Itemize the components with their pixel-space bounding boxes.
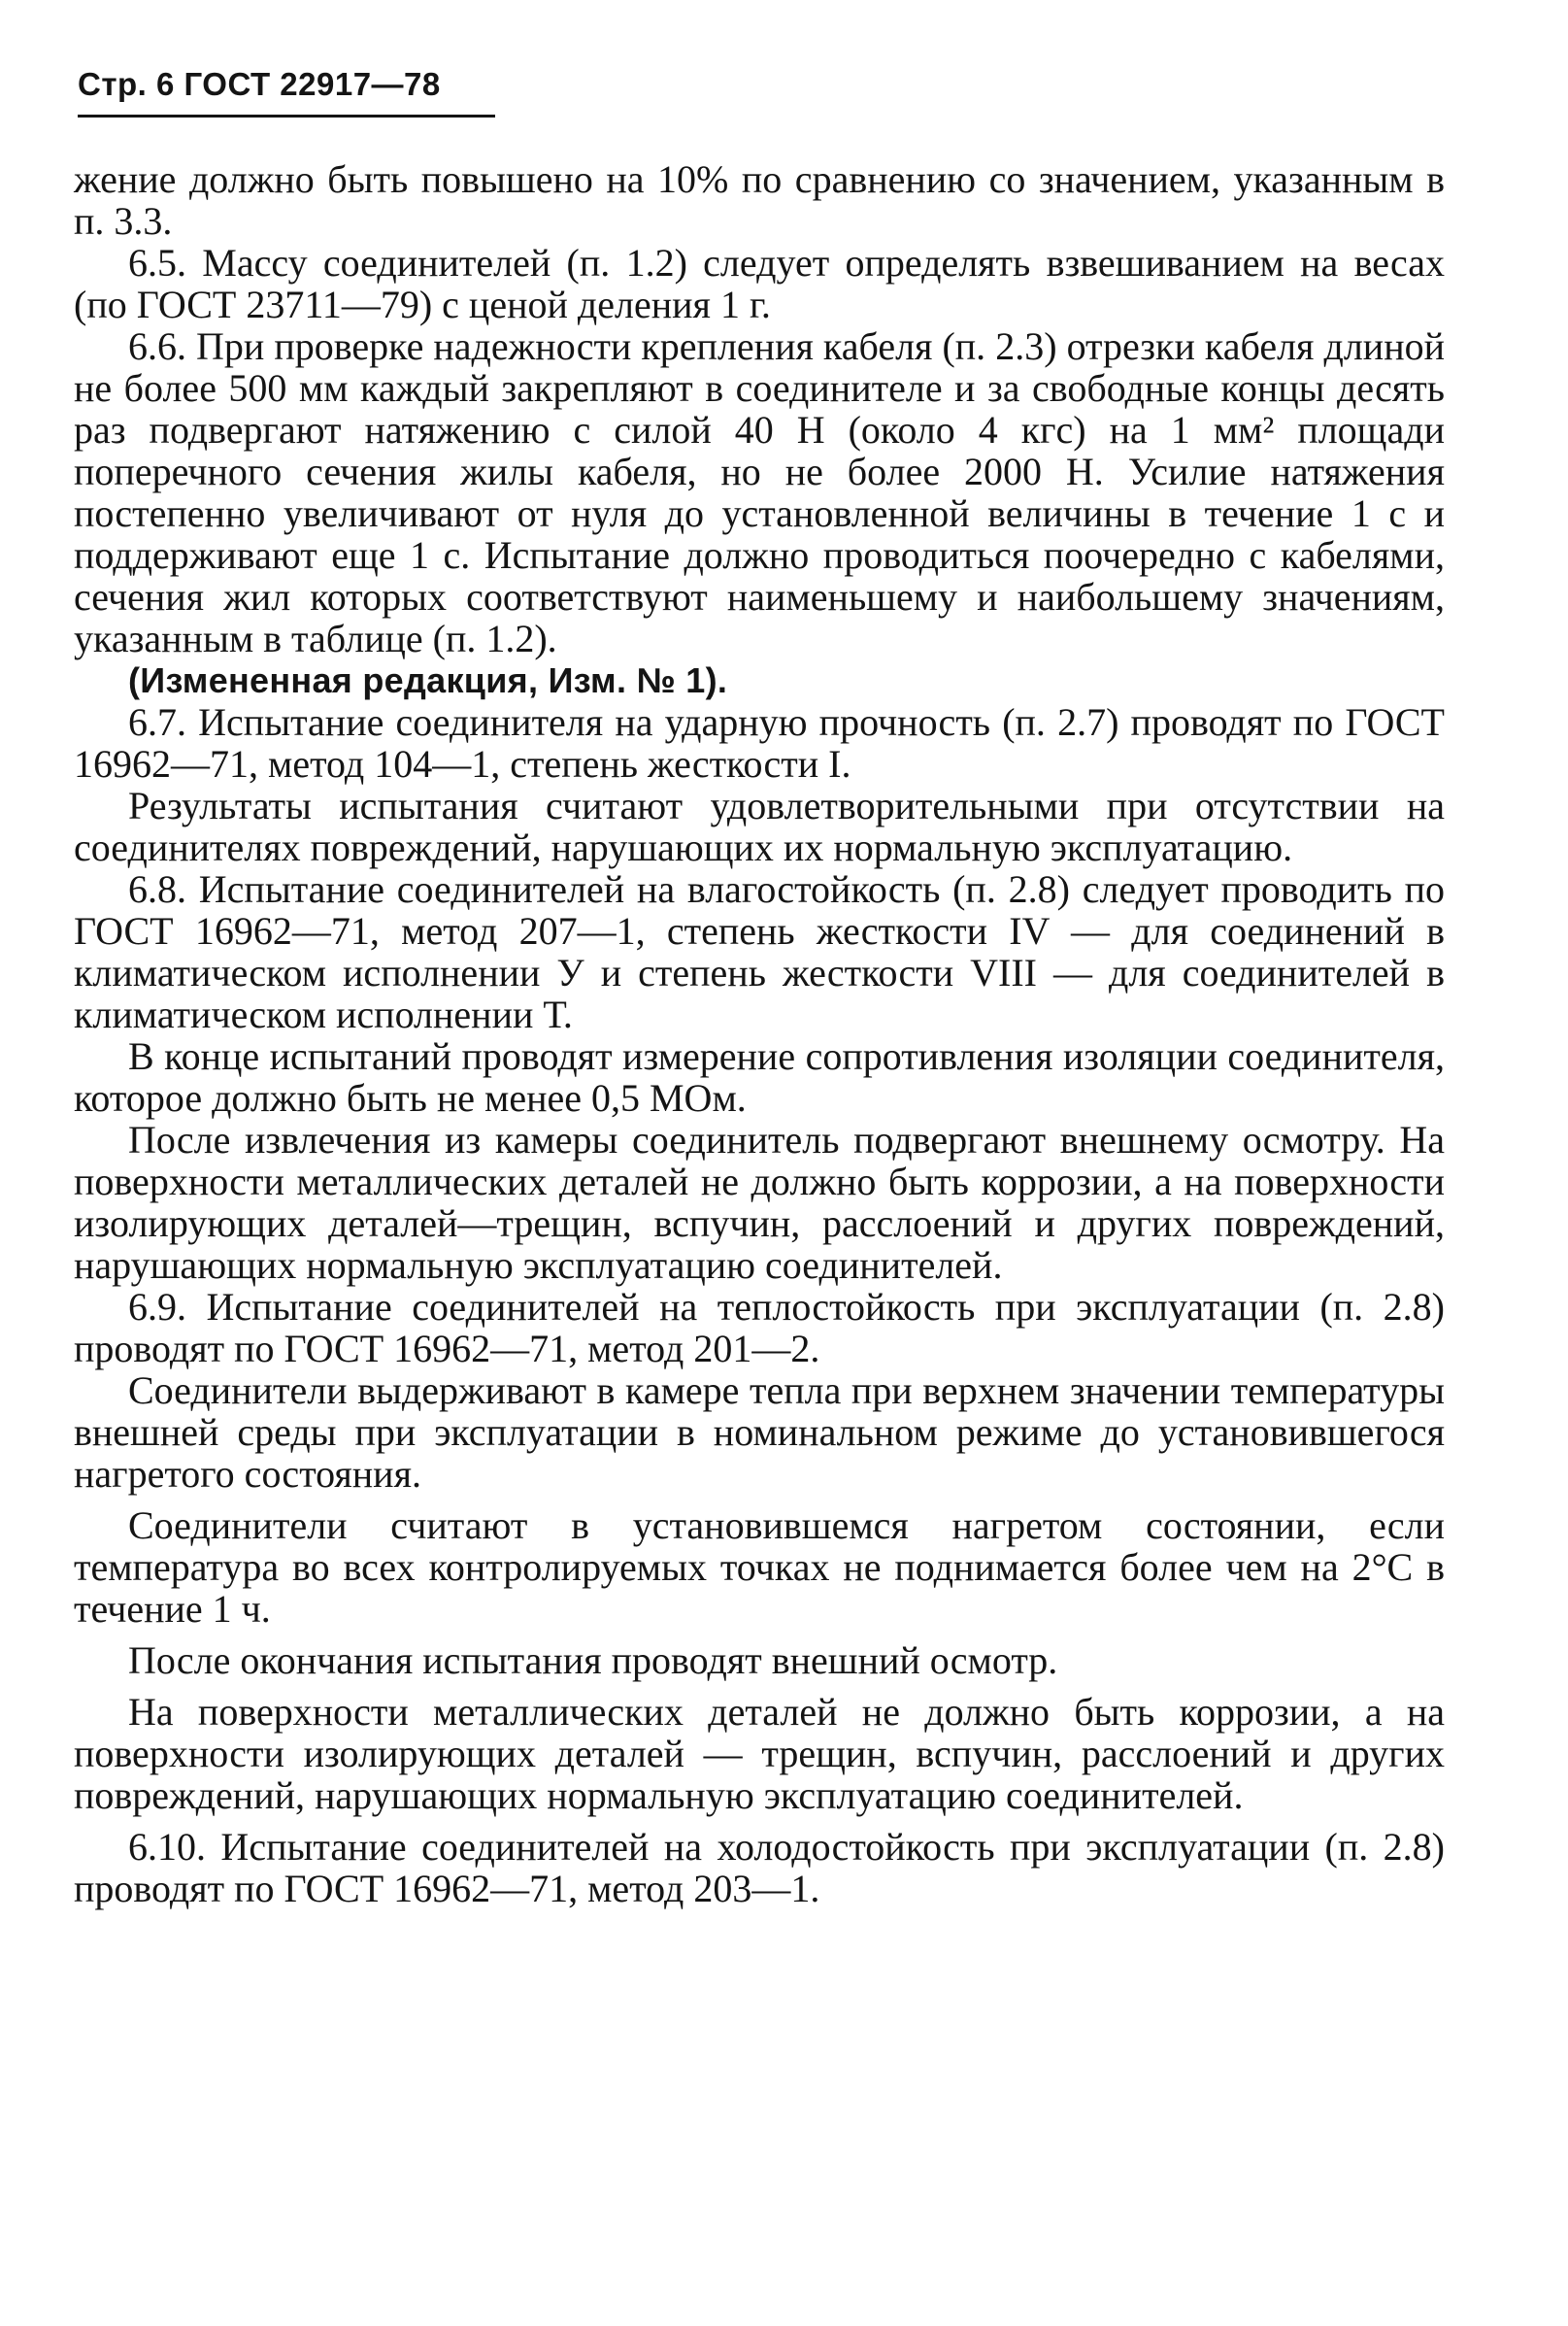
paragraph-6-9-inspection: После окончания испытания проводят внешний осмотр. [128,1638,1058,1682]
paragraph-6-10: 6.10. Испытание соединителей на холодостойкость при эксплуатации (п. 2.8) проводят по ГОСТ 16962—71, метод 203—1. [74,1825,1445,1910]
header-divider [78,115,495,118]
page-header: Стр. 6 ГОСТ 22917—78 [78,66,441,102]
paragraph-6-7-results: Результаты испытания считают удовлетворительными при отсутствии на соединителях повреждений, нарушающих их нормальную эксплуатацию. [74,784,1445,869]
paragraph-6-9-steady-state: Соединители считают в установившемся нагретом состоянии, если температура во всех контролируемых точках не поднимается более чем на 2°С в течение 1 ч. [74,1503,1445,1631]
paragraph-6-9: 6.9. Испытание соединителей на теплостойкость при эксплуатации (п. 2.8) проводят по ГОСТ 16962—71, метод 201—2. [74,1285,1445,1370]
paragraph-6-8: 6.8. Испытание соединителей на влагостойкость (п. 2.8) следует проводить по ГОСТ 16962—71, метод 207—1, степень жесткости IV — для соединений в климатическом исполнении У и степень жесткости VIII — для соединителей в климатическом исполнении Т. [74,867,1445,1036]
paragraph-6-5: 6.5. Массу соединителей (п. 1.2) следует определять взвешиванием на весах (по ГОСТ 23711—79) с ценой деления 1 г. [74,241,1445,326]
paragraph-6-6: 6.6. При проверке надежности крепления кабеля (п. 2.3) отрезки кабеля длиной не более 500 мм каждый закрепляют в соединителе и за свободные концы десять раз подвергают натяжению с силой 40 Н (около 4 кгс) на 1 мм² площади поперечного сечения жилы кабеля, но не более 2000 Н. Усилие натяжения постепенно увеличивают от нуля до установленной величины в течение 1 с и поддерживают еще 1 с. Испытание должно проводиться поочередно с кабелями, сечения жил которых соответствуют наименьшему и наибольшему значениям, указанным в таблице (п. 1.2). [74,324,1445,660]
paragraph-6-9-requirements: На поверхности металлических деталей не должно быть коррозии, а на поверхности изолирующих деталей — трещин, вспучин, расслоений и других повреждений, нарушающих нормальную эксплуатацию соединителей. [74,1690,1445,1817]
paragraph-6-7: 6.7. Испытание соединителя на ударную прочность (п. 2.7) проводят по ГОСТ 16962—71, метод 104—1, степень жесткости I. [74,700,1445,786]
paragraph-6-9-chamber: Соединители выдерживают в камере тепла при верхнем значении температуры внешней среды при эксплуатации в номинальном режиме до установившегося нагретого состояния. [74,1368,1445,1496]
paragraph-continuation: жение должно быть повышено на 10% по сравнению со значением, указанным в п. 3.3. [74,157,1445,243]
document-body [74,158,1445,1909]
document-page [74,68,1445,1909]
paragraph-6-8-insulation: В конце испытаний проводят измерение сопротивления изоляции соединителя, которое должно быть не менее 0,5 МОм. [74,1034,1445,1120]
paragraph-6-8-inspection: После извлечения из камеры соединитель подвергают внешнему осмотру. На поверхности металлических деталей не должно быть коррозии, а на поверхности изолирующих деталей—трещин, вспучин, расслоений и других повреждений, нарушающих нормальную эксплуатацию соединителей. [74,1118,1445,1287]
amendment-note: (Измененная редакция, Изм. № 1). [128,660,728,700]
